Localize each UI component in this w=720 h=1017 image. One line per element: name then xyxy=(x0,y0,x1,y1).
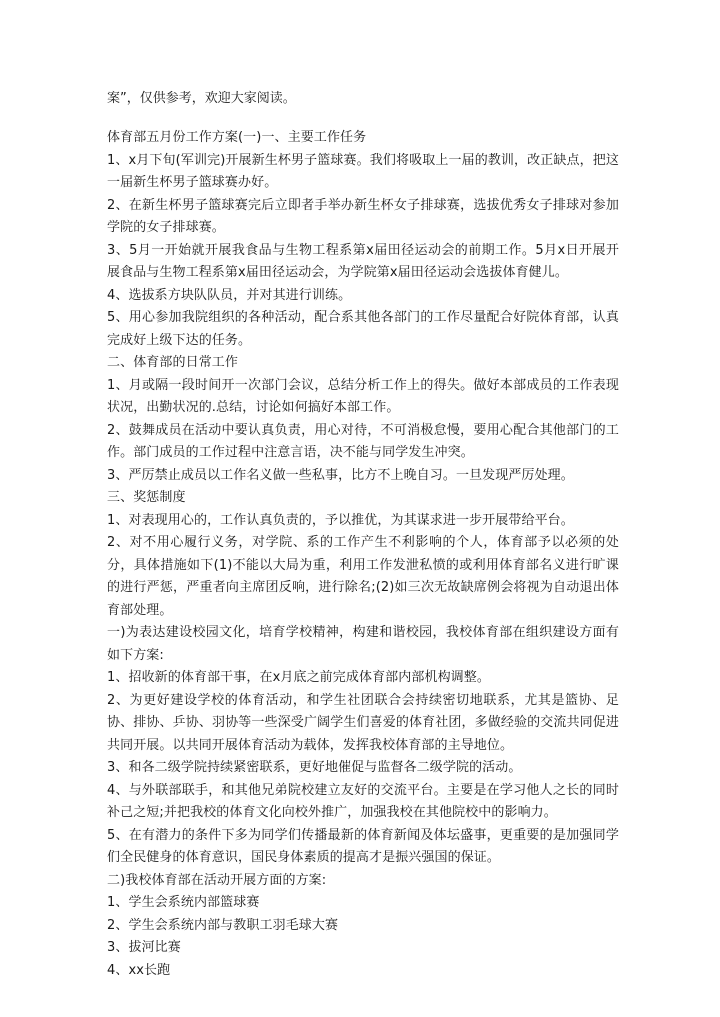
paragraph: 一)为表达建设校园文化，培育学校精神，构建和谐校园，我校体育部在组织建设方面有如下方案: xyxy=(107,625,619,663)
paragraph: 4、与外联部联手，和其他兄弟院校建立友好的交流平台。主要是在学习他人之长的同时补己之短;并把我校的体育文化向校外推广，加强我校在其他院校中的影响力。 xyxy=(107,782,619,820)
section-heading: 三、奖惩制度 xyxy=(107,490,186,505)
section-heading: 二、体育部的日常工作 xyxy=(107,355,239,370)
paragraph: 5、用心参加我院组织的各种活动，配合系其他各部门的工作尽量配合好院体育部，认真完成好上级下达的任务。 xyxy=(107,310,619,348)
paragraph: 1、招收新的体育部干事，在x月底之前完成体育部内部机构调整。 xyxy=(107,670,490,685)
paragraph: 3、和各二级学院持续紧密联系，更好地催促与监督各二级学院的活动。 xyxy=(107,760,522,775)
paragraph: 1、x月下旬(军训完)开展新生杯男子篮球赛。我们将吸取上一届的教训，改正缺点，把这一届新生杯男子篮球赛办好。 xyxy=(107,152,619,190)
paragraph: 1、对表现用心的，工作认真负责的，予以推优，为其谋求进一步开展带给平台。 xyxy=(107,512,574,528)
paragraph: 2、对不用心履行义务，对学院、系的工作产生不利影响的个人，体育部予以必须的处分，具体措施如下(1)不能以大局为重，利用工作发泄私愤的或利用体育部名义进行旷课的进行严惩，严重者向主席团反响，进行除名;(2)如三次无故缺席例会将视为自动退出体育部处理。 xyxy=(107,535,619,618)
paragraph: 2、在新生杯男子篮球赛完后立即者手举办新生杯女子排球赛，选拔优秀女子排球对参加学院的女子排球赛。 xyxy=(107,197,619,235)
paragraph: 1、月或隔一段时间开一次部门会议，总结分析工作上的得失。做好本部成员的工作表现状况，出勤状况的.总结，讨论如何搞好本部工作。 xyxy=(107,377,619,415)
intro-line: 案”，仅供参考，欢迎大家阅读。 xyxy=(107,91,296,106)
paragraph: 2、为更好建设学校的体育活动，和学生社团联合会持续密切地联系，尤其是篮协、足协、排协、乒协、羽协等一些深受广阔学生们喜爱的体育社团，多做经验的交流共同促进共同开展。以共同开展体育活动为载体，发挥我校体育部的主导地位。 xyxy=(107,692,619,753)
paragraph: 3、5月一开始就开展我食品与生物工程系第x届田径运动会的前期工作。5月x日开展开展食品与生物工程系第x届田径运动会，为学院第x届田径运动会选拔体育健儿。 xyxy=(107,242,619,280)
section-title: 体育部五月份工作方案(一)一、主要工作任务 xyxy=(107,130,367,145)
list-item: 4、xx长跑 xyxy=(107,962,171,978)
paragraph: 2、鼓舞成员在活动中要认真负责，用心对待，不可消极怠慢，要用心配合其他部门的工作。部门成员的工作过程中注意言语，决不能与同学发生冲突。 xyxy=(107,422,619,460)
list-item: 1、学生会系统内部篮球赛 xyxy=(107,895,260,910)
list-item: 2、学生会系统内部与教职工羽毛球大赛 xyxy=(107,917,339,933)
paragraph: 5、在有潜力的条件下多为同学们传播最新的体育新闻及体坛盛事，更重要的是加强同学们全民健身的体育意识，国民身体素质的提高才是振兴强国的保证。 xyxy=(107,827,619,865)
section-heading: 二)我校体育部在活动开展方面的方案: xyxy=(107,872,327,888)
paragraph: 3、严厉禁止成员以工作名义做一些私事，比方不上晚自习。一旦发现严厉处理。 xyxy=(107,467,574,483)
document-body xyxy=(107,127,619,982)
list-item: 3、拔河比赛 xyxy=(107,940,181,955)
paragraph: 4、选拔系方块队队员，并对其进行训练。 xyxy=(107,287,352,303)
